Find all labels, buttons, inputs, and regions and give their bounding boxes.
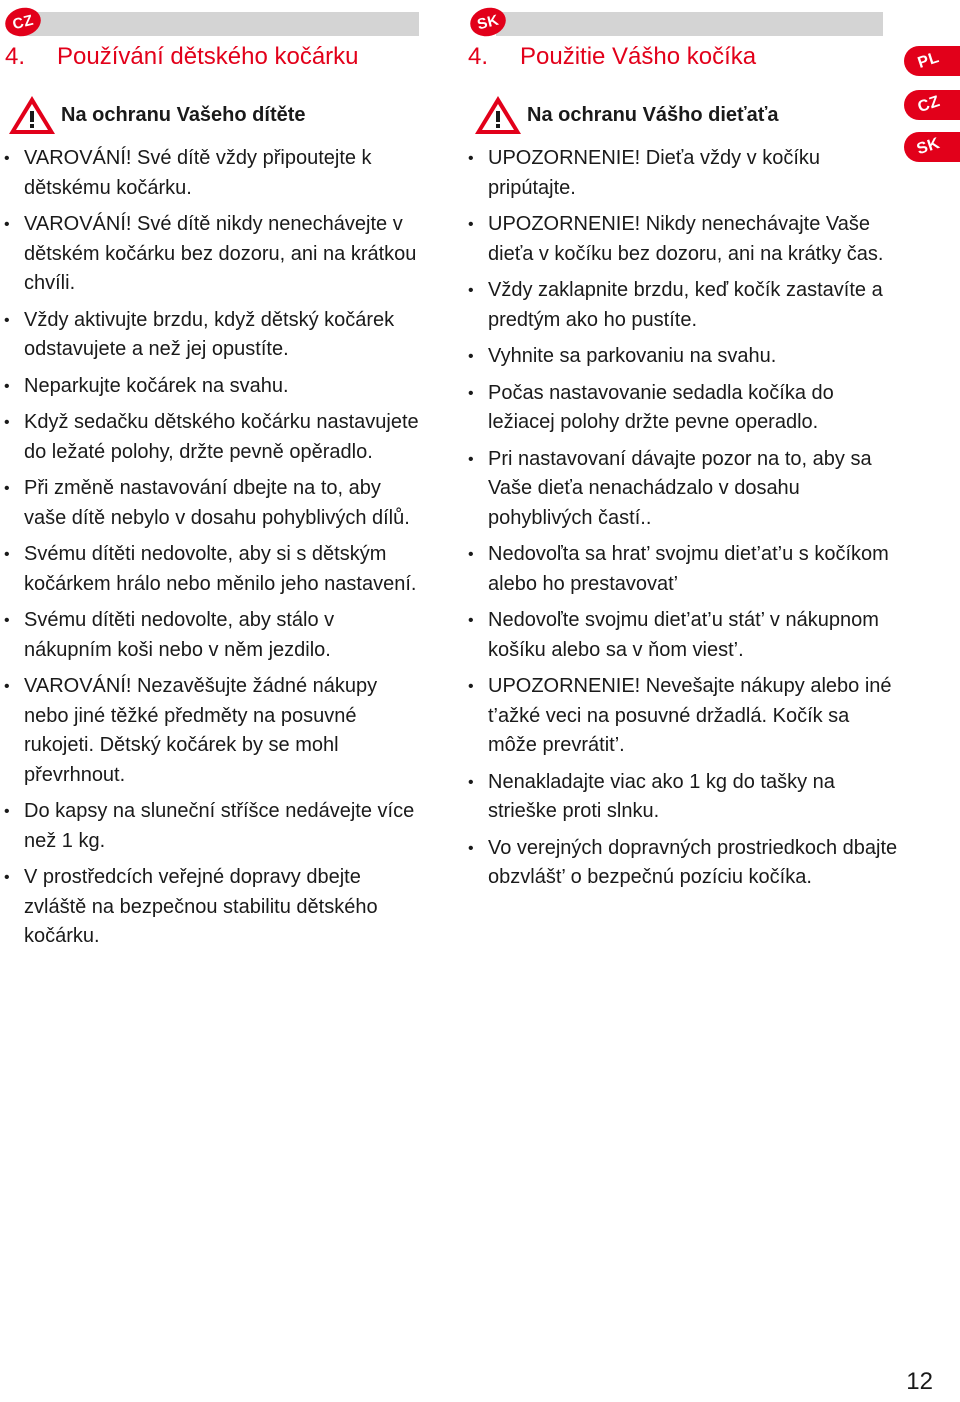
list-item: • UPOZORNENIE! Nikdy nenechávajte Vaše dieťa v kočíku bez dozoru, ani na krátky čas. [488, 210, 903, 269]
language-tab-label: CZ [915, 92, 943, 117]
language-tab-sk[interactable] [904, 132, 960, 162]
list-item: • Svému dítěti nedovolte, aby stálo v nákupním koši nebo v něm jezdilo. [24, 606, 424, 665]
language-tab-label: PL [916, 49, 942, 72]
section-header-bar [20, 12, 419, 36]
section-heading-sk [468, 43, 756, 71]
warning-triangle-icon [7, 94, 57, 136]
list-item: • Do kapsy na sluneční stříšce nedávejte více než 1 kg. [24, 797, 424, 856]
warning-list-cz [24, 144, 424, 959]
list-item: • Vyhnite sa parkovaniu na svahu. [488, 342, 903, 372]
heading-number: 4. [5, 43, 26, 70]
list-item: • Pri nastavovaní dávajte pozor na to, aby sa Vaše dieťa nenachádzalo v dosahu pohyblivých častí.. [488, 445, 903, 534]
list-item: • VAROVÁNÍ! Své dítě vždy připoutejte k dětskému kočárku. [24, 144, 424, 203]
language-tab-cz[interactable] [904, 90, 960, 120]
warning-heading-sk [473, 94, 778, 136]
list-item: • Svému dítěti nedovolte, aby si s dětským kočárkem hrálo nebo měnilo jeho nastavení. [24, 540, 424, 599]
list-item: • Vo verejných dopravných prostriedkoch dbajte obzvlášt’ o bezpečnú pozíciu kočíka. [488, 834, 903, 893]
section-header-bar [496, 12, 883, 36]
list-item: • Počas nastavovanie sedadla kočíka do ležiacej polohy držte pevne operadlo. [488, 379, 903, 438]
language-badge-cz: CZ [2, 4, 44, 40]
heading-number: 4. [468, 43, 489, 70]
list-item: • VAROVÁNÍ! Své dítě nikdy nenechávejte v dětském kočárku bez dozoru, ani na krátkou chvíli. [24, 210, 424, 299]
list-item: • Když sedačku dětského kočárku nastavujete do ležaté polohy, držte pevně opěradlo. [24, 408, 424, 467]
list-item: • UPOZORNENIE! Nevešajte nákupy alebo iné t’ažké veci na posuvné držadlá. Kočík sa môže prevrátit’. [488, 672, 903, 761]
list-item: • Při změně nastavování dbejte na to, aby vaše dítě nebylo v dosahu pohyblivých dílů. [24, 474, 424, 533]
list-item: • Neparkujte kočárek na svahu. [24, 372, 424, 402]
warning-title: Na ochranu Vašeho dítěte [61, 103, 306, 126]
list-item: • UPOZORNENIE! Dieťa vždy v kočíku pripútajte. [488, 144, 903, 203]
warning-title: Na ochranu Vášho dieťaťa [527, 103, 779, 126]
list-item: • VAROVÁNÍ! Nezavěšujte žádné nákupy nebo jiné těžké předměty na posuvné rukojeti. Dětský kočárek by se mohl převrhnout. [24, 672, 424, 790]
list-item: • Vždy zaklapnite brzdu, keď kočík zastavíte a predtým ako ho pustíte. [488, 276, 903, 335]
list-item: • V prostředcích veřejné dopravy dbejte zvláště na bezpečnou stabilitu dětského kočárku. [24, 863, 424, 952]
warning-heading-cz [7, 94, 306, 136]
heading-text: Použitie Vášho kočíka [520, 43, 757, 70]
list-item: • Nedovoľte svojmu diet’at’u stát’ v nákupnom košíku alebo sa v ňom viest’. [488, 606, 903, 665]
warning-triangle-icon [473, 94, 523, 136]
warning-list-sk [488, 144, 903, 900]
page-number: 12 [906, 1368, 933, 1395]
language-badge-sk: SK [467, 4, 509, 40]
section-heading-cz [5, 43, 359, 71]
list-item: • Nedovoľta sa hrat’ svojmu diet’at’u s kočíkom alebo ho prestavovat’ [488, 540, 903, 599]
language-tab-label: SK [915, 134, 943, 159]
heading-text: Používání dětského kočárku [57, 43, 359, 70]
list-item: • Nenakladajte viac ako 1 kg do tašky na strieške proti slnku. [488, 768, 903, 827]
list-item: • Vždy aktivujte brzdu, když dětský kočárek odstavujete a než jej opustíte. [24, 306, 424, 365]
language-tab-pl[interactable] [904, 46, 960, 76]
